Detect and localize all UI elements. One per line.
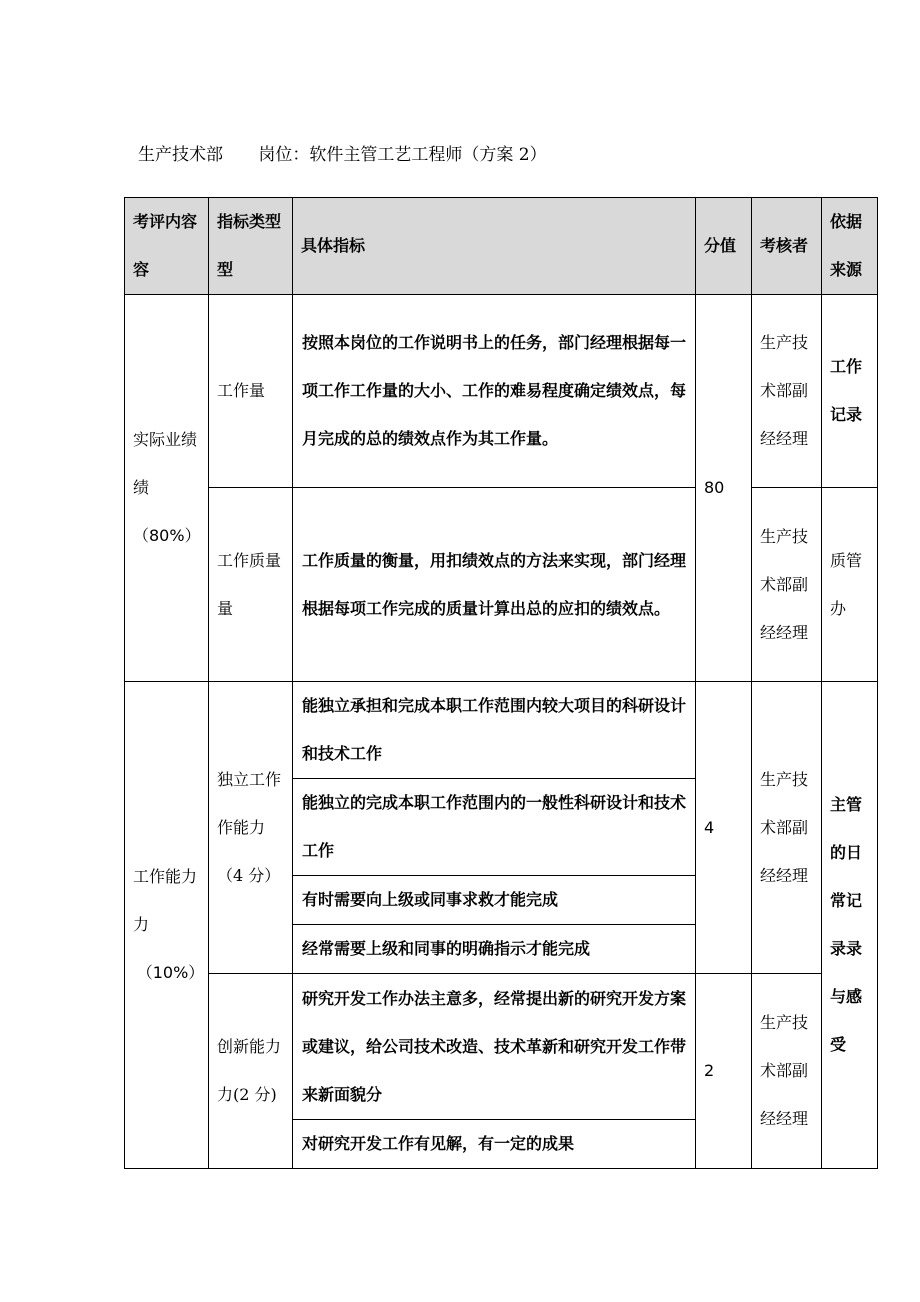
ability-source: 主管的日常记录录与感受 bbox=[822, 682, 878, 1169]
independent-type: 独立工作作能力 bbox=[217, 769, 282, 837]
innovation-assessor: 生产技术部副经经理 bbox=[752, 974, 822, 1169]
innovation-score: 2 bbox=[696, 974, 752, 1169]
workload-source: 工作记录 bbox=[822, 295, 878, 488]
performance-content-cell bbox=[125, 295, 209, 682]
ability-label: 工作能力力 bbox=[133, 867, 198, 934]
independent-criteria-4: 经常需要上级和同事的明确指示才能完成 bbox=[293, 925, 696, 974]
header-source: 依据来源 bbox=[822, 198, 878, 295]
independent-criteria-3: 有时需要向上级或同事求救才能完成 bbox=[293, 876, 696, 925]
ability-content-cell bbox=[125, 682, 209, 1169]
document-heading bbox=[138, 143, 547, 167]
assessment-table bbox=[124, 197, 878, 1169]
independent-type-cell bbox=[209, 682, 293, 974]
innovation-criteria-2: 对研究开发工作有见解，有一定的成果 bbox=[293, 1120, 696, 1169]
performance-label-cont: 绩 bbox=[133, 478, 150, 497]
performance-weight: （80%） bbox=[133, 526, 201, 545]
independent-score: 4 bbox=[696, 682, 752, 974]
independent-points: （4 分） bbox=[217, 865, 281, 885]
independent-assessor: 生产技术部副经经理 bbox=[752, 682, 822, 974]
performance-label: 实际业绩 bbox=[133, 430, 198, 449]
table-row bbox=[125, 295, 878, 488]
workload-type: 工作量 bbox=[209, 295, 293, 488]
performance-score: 80 bbox=[696, 295, 752, 682]
position-label: 岗位：软件主管工艺工程师（方案 2） bbox=[258, 145, 547, 165]
header-assessor: 考核者 bbox=[752, 198, 822, 295]
workload-assessor: 生产技术部副经经理 bbox=[752, 295, 822, 488]
header-type: 指标类型型 bbox=[209, 198, 293, 295]
innovation-criteria-1: 研究开发工作办法主意多，经常提出新的研究开发方案或建议，给公司技术改造、技术革新和研究开发工作带来新面貌分 bbox=[293, 974, 696, 1120]
quality-assessor: 生产技术部副经经理 bbox=[752, 488, 822, 682]
quality-type: 工作质量量 bbox=[209, 488, 293, 682]
header-criteria: 具体指标 bbox=[293, 198, 696, 295]
innovation-type: 创新能力力(2 分) bbox=[209, 974, 293, 1169]
header-content: 考评内容容 bbox=[125, 198, 209, 295]
independent-criteria-1: 能独立承担和完成本职工作范围内较大项目的科研设计和技术工作 bbox=[293, 682, 696, 779]
quality-criteria: 工作质量的衡量，用扣绩效点的方法来实现，部门经理根据每项工作完成的质量计算出总的应扣的绩效点。 bbox=[293, 488, 696, 682]
ability-weight: （10%） bbox=[136, 963, 205, 982]
quality-source: 质管办 bbox=[822, 488, 878, 682]
table-row bbox=[125, 974, 878, 1120]
table-row bbox=[125, 682, 878, 779]
department-label: 生产技术部 bbox=[138, 145, 223, 165]
independent-criteria-2: 能独立的完成本职工作范围内的一般性科研设计和技术工作 bbox=[293, 779, 696, 876]
header-score: 分值 bbox=[696, 198, 752, 295]
table-row bbox=[125, 488, 878, 682]
workload-criteria: 按照本岗位的工作说明书上的任务，部门经理根据每一项工作工作量的大小、工作的难易程度确定绩效点，每月完成的总的绩效点作为其工作量。 bbox=[293, 295, 696, 488]
header-row bbox=[125, 198, 878, 295]
